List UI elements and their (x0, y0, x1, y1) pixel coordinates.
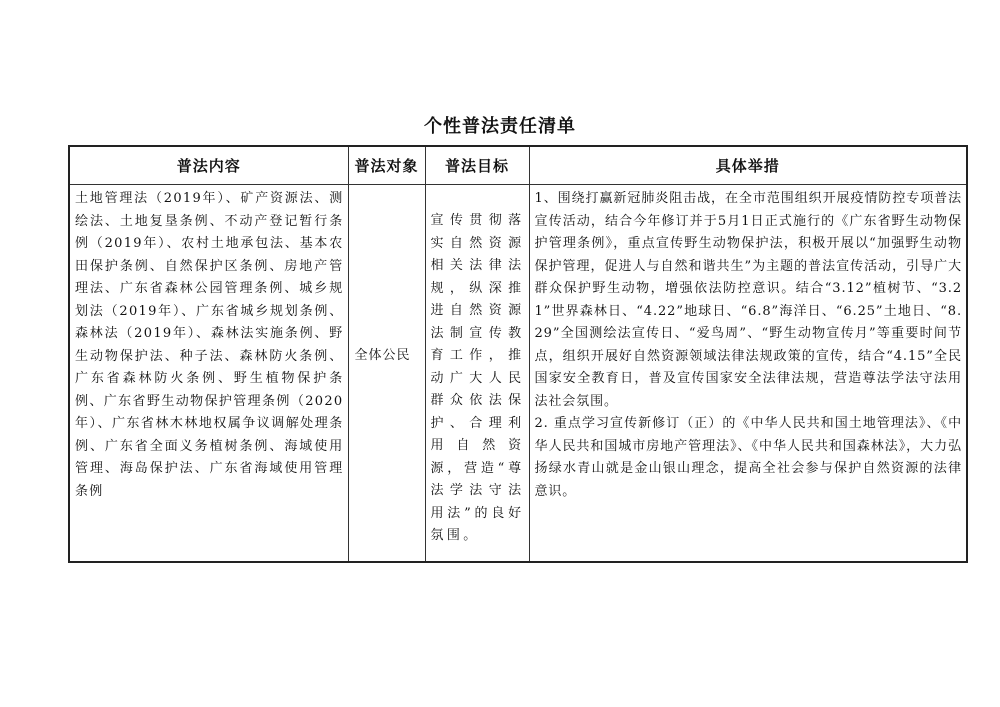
cell-target (348, 185, 425, 563)
header-target: 普法对象 (348, 146, 425, 185)
law-list-text: 土地管理法（2019年）、矿产资源法、测绘法、土地复垦条例、不动产登记暂行条例（2019年）、农村土地承包法、基本农田保护条例、自然保护区条例、房地产管理法、广东省森林公园管理条例、城乡规划法（2019年）、广东省城乡规划条例、森林法（2019年）、森林法实施条例、野生动物保护法、种子法、森林防火条例、广东省森林防火条例、野生植物保护条例、广东省野生动物保护管理条例（2020年）、广东省林木林地权属争议调解处理条例、广东省全面义务植树条例、海域使用管理、海岛保护法、广东省海域使用管理条例 (75, 191, 344, 499)
table-row (69, 185, 967, 563)
target-audience-text: 全体公民 (354, 348, 411, 363)
cell-content (69, 185, 348, 563)
table-header-row (69, 146, 967, 185)
header-goal: 普法目标 (425, 146, 529, 185)
measure-item: 2. 重点学习宣传新修订（正）的《中华人民共和国土地管理法》、《中华人民共和国城市房地产管理法》、《中华人民共和国森林法》，大力弘扬绿水青山就是金山银山理念，提高全社会参与保护自然资源的法律意识。 (534, 416, 962, 499)
document-title: 个性普法责任清单 (424, 116, 576, 137)
responsibility-table (68, 145, 968, 563)
header-measures: 具体举措 (529, 146, 967, 185)
measure-item: 1、围绕打赢新冠肺炎阻击战，在全市范围组织开展疫情防控专项普法宣传活动，结合今年修订并于5月1日正式施行的《广东省野生动物保护管理条例》，重点宣传野生动物保护法，积极开展以“加强野生动物保护管理，促进人与自然和谐共生”为主题的普法宣传活动，引导广大群众保护野生动物，增强依法防控意识。结合“3.12”植树节、“3.21”世界森林日、“4.22”地球日、“6.8”海洋日、“6.25”土地日、“8.29”全国测绘法宣传日、“爱鸟周”、“野生动物宣传月”等重要时间节点，组织开展好自然资源领域法律法规政策的宣传，结合“4.15”全民国家安全教育日，普及宣传国家安全法律法规，营造尊法学法守法用法社会氛围。 (534, 191, 962, 409)
goal-text: 宣传贯彻落实自然资源相关法律法规，纵深推进自然资源法制宣传教育工作，推动广大人民群众依法保护、合理利用自然资源，营造“尊法学法守法用法”的良好氛围。 (430, 213, 525, 543)
cell-measures (529, 185, 967, 563)
cell-goal (425, 185, 529, 563)
header-content: 普法内容 (69, 146, 348, 185)
